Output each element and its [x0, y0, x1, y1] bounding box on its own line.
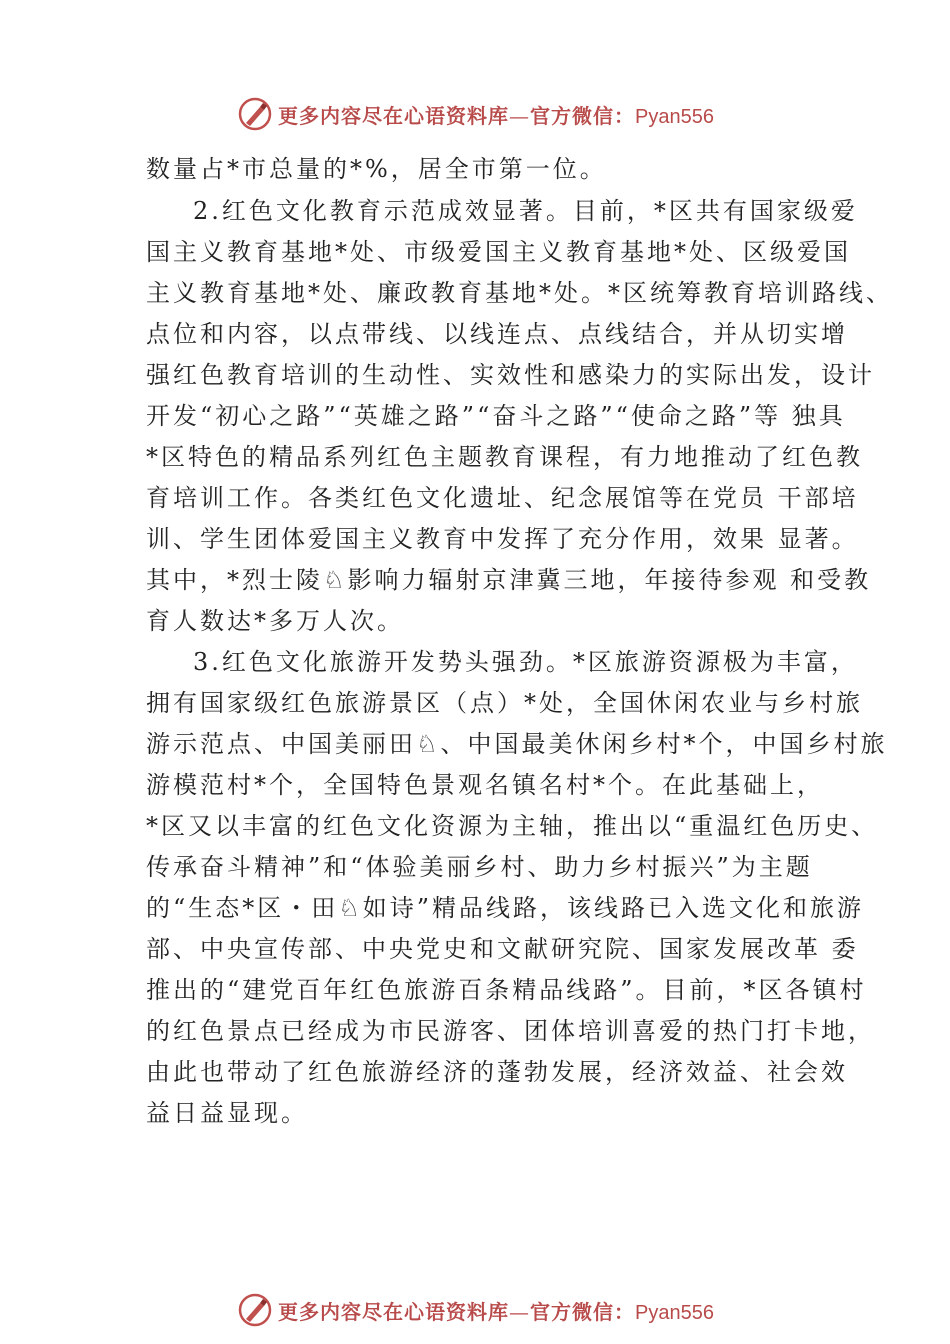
body-line: 其中，*烈士陵♘影响力辐射京津冀三地，年接待参观 和受教 — [146, 566, 872, 594]
body-line: 游示范点、中国美丽田♘、中国最美休闲乡村*个，中国乡村旅 — [146, 730, 888, 758]
watermark-wechat-label: 官方微信： — [530, 103, 635, 128]
watermark-dash: — — [509, 1299, 530, 1324]
body-line: 拥有国家级红色旅游景区（点）*处，全国休闲农业与乡村旅 — [146, 689, 863, 717]
body-line: 部、中央宣传部、中央党史和文献研究院、国家发展改革 委 — [146, 935, 859, 963]
body-line: 国主义教育基地*处、市级爱国主义教育基地*处、区级爱国 — [146, 238, 851, 266]
watermark-wechat-label: 官方微信： — [530, 1299, 635, 1324]
body-line: 点位和内容，以点带线、以线连点、点线结合，并从切实增 — [146, 320, 848, 348]
body-line: 2.红色文化教育示范成效显著。目前，*区共有国家级爱 — [193, 197, 858, 225]
body-line: 推出的“建党百年红色旅游百条精品线路”。目前，*区各镇村 — [146, 976, 867, 1004]
body-line: 开发“初心之路”“英雄之路”“奋斗之路”“使命之路”等 独具 — [146, 402, 846, 430]
body-line: 的“生态*区・田♘如诗”精品线路，该线路已入选文化和旅游 — [146, 894, 865, 922]
body-line: 育培训工作。各类红色文化遗址、纪念展馆等在党员 干部培 — [146, 484, 859, 512]
watermark-wechat-id: Pyan556 — [635, 105, 714, 128]
body-line: 训、学生团体爱国主义教育中发挥了充分作用，效果 显著。 — [146, 525, 859, 553]
body-line: 益日益显现。 — [146, 1099, 308, 1127]
body-line: 的红色景点已经成为市民游客、团体培训喜爱的热门打卡地， — [146, 1017, 875, 1045]
watermark-site-name: 更多内容尽在心语资料库 — [278, 103, 509, 128]
header-watermark — [238, 94, 758, 134]
watermark-site-name: 更多内容尽在心语资料库 — [278, 1299, 509, 1324]
body-line: *区又以丰富的红色文化资源为主轴，推出以“重温红色历史、 — [146, 812, 879, 840]
body-line: *区特色的精品系列红色主题教育课程，有力地推动了红色教 — [146, 443, 863, 471]
body-line: 由此也带动了红色旅游经济的蓬勃发展，经济效益、社会效 — [146, 1058, 848, 1086]
body-line: 数量占*市总量的*%，居全市第一位。 — [146, 155, 607, 183]
watermark-dash: — — [509, 103, 530, 128]
body-line: 3.红色文化旅游开发势头强劲。*区旅游资源极为丰富， — [193, 648, 858, 676]
body-line: 强红色教育培训的生动性、实效性和感染力的实际出发，设计 — [146, 361, 875, 389]
pen-logo-icon — [238, 1293, 272, 1327]
footer-watermark — [238, 1290, 758, 1330]
body-line: 传承奋斗精神”和“体验美丽乡村、助力乡村振兴”为主题 — [146, 853, 813, 881]
watermark-wechat-id: Pyan556 — [635, 1301, 714, 1324]
body-line: 育人数达*多万人次。 — [146, 607, 404, 635]
body-line: 主义教育基地*处、廉政教育基地*处。*区统筹教育培训路线、 — [146, 279, 893, 307]
body-line: 游模范村*个，全国特色景观名镇名村*个。在此基础上， — [146, 771, 824, 799]
pen-logo-icon — [238, 97, 272, 131]
